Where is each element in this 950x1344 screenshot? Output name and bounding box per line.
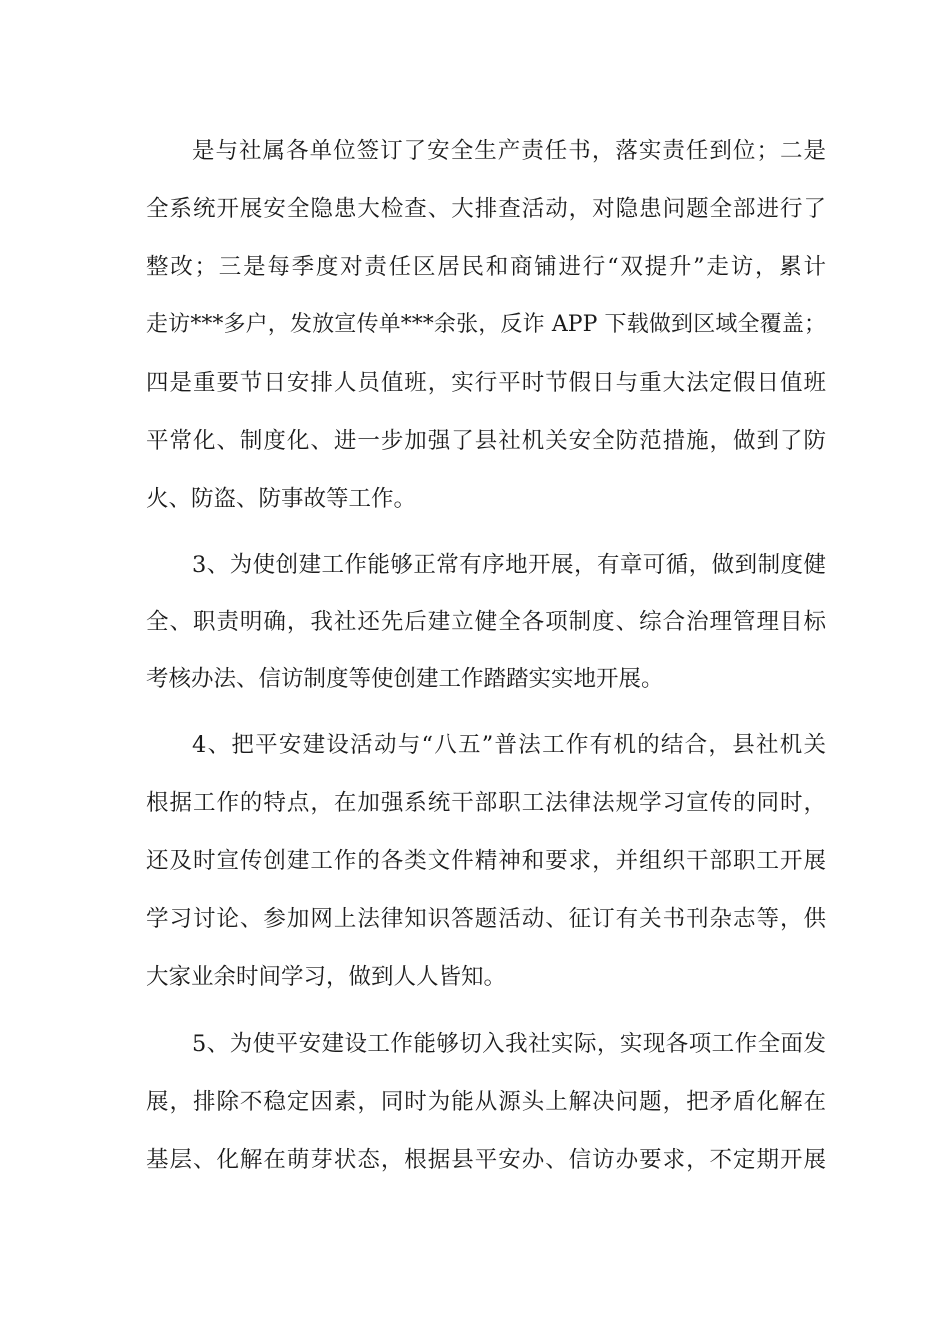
paragraph-line: 考核办法、信访制度等使创建工作踏踏实实地开展。 [146, 666, 664, 692]
paragraph-line: 大家业余时间学习，做到人人皆知。 [146, 964, 507, 990]
paragraph-line: 还及时宣传创建工作的各类文件精神和要求，并组织干部职工开展 [146, 848, 826, 874]
paragraph-line: 全系统开展安全隐患大检查、大排查活动，对隐患问题全部进行了 [146, 196, 826, 222]
paragraph-line: 全、职责明确，我社还先后建立健全各项制度、综合治理管理目标 [146, 609, 826, 635]
paragraph-line: 学习讨论、参加网上法律知识答题活动、征订有关书刊杂志等，供 [146, 906, 826, 932]
paragraph-line: 根据工作的特点，在加强系统干部职工法律法规学习宣传的同时， [146, 790, 826, 816]
paragraph-line: 5、为使平安建设工作能够切入我社实际，实现各项工作全面发 [192, 1031, 826, 1057]
paragraph-line: 3、为使创建工作能够正常有序地开展，有章可循，做到制度健 [192, 552, 826, 578]
paragraph-line: 基层、化解在萌芽状态，根据县平安办、信访办要求，不定期开展 [146, 1147, 826, 1173]
paragraph-line: 展，排除不稳定因素，同时为能从源头上解决问题，把矛盾化解在 [146, 1089, 826, 1115]
paragraph-line: 走访***多户，发放宣传单***余张，反诈 APP 下载做到区域全覆盖； [146, 312, 826, 337]
paragraph-line: 整改；三是每季度对责任区居民和商铺进行“双提升”走访，累计 [146, 254, 826, 280]
paragraph-line: 4、把平安建设活动与“八五”普法工作有机的结合，县社机关 [192, 732, 826, 758]
paragraph-line: 火、防盗、防事故等工作。 [146, 486, 417, 512]
paragraph-line: 四是重要节日安排人员值班，实行平时节假日与重大法定假日值班 [146, 370, 826, 396]
paragraph-line: 是与社属各单位签订了安全生产责任书，落实责任到位；二是 [192, 138, 826, 164]
paragraph-line: 平常化、制度化、进一步加强了县社机关安全防范措施，做到了防 [146, 428, 826, 454]
